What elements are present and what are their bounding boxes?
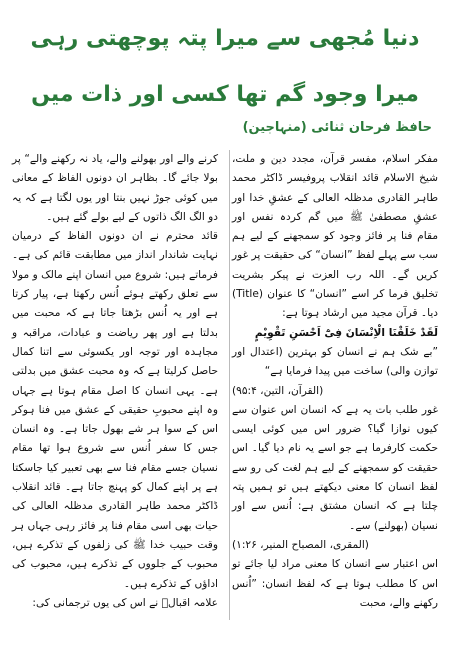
left-paragraph-2: قائد محترم نے ان دونوں الفاظ کے درمیان نہایت شاندار انداز میں مطابقت قائم کی ہے۔ فرماتے ہیں: شروع میں انسان اپنے مالک و مولا سے تعلق رکھتے ہوئے اُنس رکھتا ہے، پیار کرتا ہے اور یہ اُنس بڑھتا جاتا ہے کہ محبت میں بدلتا ہے اور پھر ریاضت و عبادات، مراقبہ و مجاہدہ اور توجہ اور یکسوئی سے اتنا کمال حاصل کرلیتا ہے کہ وہ محبت عشق میں بدلتی ہے۔ یہی انسان کا اصل مقام ہوتا ہے جہاں وہ اپنے محبوبِ حقیقی کے عشق میں فنا ہوکر اس کے سوا ہر شے بھول جاتا ہے۔ وہ انسان جس کا سفر اُنس سے شروع ہوا تھا مقام نسیان جسے مقام فنا سے بھی تعبیر کیا جاسکتا ہے پر اپنے کمال کو پہنچ جاتا ہے۔ قائد انقلاب ڈاکٹر محمد طاہر القادری مدظلہ العالی کی حیات بھی اسی مقام فنا پر فائز رہی جہاں ہر وقت حبیب خدا ﷺ کی زلفوں کے تذکرے ہیں، محبوب کے جلووں کے تذکرے ہیں، محبوب کی اداؤں کے تذکرے ہیں۔ <box>12 230 218 590</box>
left-column <box>12 150 218 613</box>
title-area <box>0 0 450 120</box>
left-paragraph-3: علامہ اقبالؒ نے اس کی یوں ترجمانی کی: <box>32 596 218 609</box>
title-line-1: دنیا مُجھی سے میرا پتہ پوچھتی رہی <box>30 26 420 51</box>
right-column <box>232 150 438 613</box>
verse-translation: ”بے شک ہم نے انسان کو بہترین (اعتدال اور توازن والی) ساخت میں پیدا فرمایا ہے“ <box>232 345 438 378</box>
right-paragraph-1: مفکر اسلام، مفسر قرآن، مجدد دین و ملت، شیخ الاسلام قائد انقلاب پروفیسر ڈاکٹر محمد طاہر القادری مدظلہ العالی کے عشقِ خدا اور عشقِ مصطفیٰ ﷺ میں گم کردہ نفس اور مقام فنا پر فائز وجود کو سمجھنے کے لیے ہم سب سے پہلے لفظ ”انسان“ کی حقیقت پر غور کریں گے۔ اللہ رب العزت نے پیکر بشریت تخلیق فرما کر اسے ”انسان“ کا عنوان (Title) دیا۔ قرآن مجید میں ارشاد ہوتا ہے: <box>232 153 438 320</box>
left-paragraph-1: کرنے والے اور بھولنے والے، یاد نہ رکھنے والے“ پر بولا جائے گا۔ بظاہر ان دونوں الفاظ کے معانی میں کوئی جوڑ نہیں بنتا اور یوں لگتا ہے کہ یہ دو الگ الگ ذاتوں کے لیے بولے گئے ہیں۔ <box>12 153 218 223</box>
column-divider <box>229 150 230 620</box>
quran-verse: لَقَدْ خَلَقْنَا الْاِنْسَانَ فِیْٓ اَحْسَنِ تَقْوِیْمٍ <box>254 326 438 339</box>
right-paragraph-2: غور طلب بات یہ ہے کہ انسان اس عنوان سے کیوں نوازا گیا؟ ضرور اس میں کوئی ایسی حکمت کارفرما ہے جو اسے یہ نام دیا گیا۔ اس حقیقت کو سمجھنے کے لیے ہم لغت کی رو سے لفظ انسان کا معنی دیکھتے ہیں تو ہمیں پتہ چلتا ہے کہ انسان مشتق ہے: اُنس سے اور نسیان (بھولنے) سے۔ <box>232 403 438 532</box>
author-byline: حافظ فرحان ثنائی (منہاجین) <box>242 120 432 135</box>
reference-2: (المقری، المصباح المنیر، ۱:۲۶) <box>232 538 369 551</box>
title-line-2: میرا وجود گم تھا کسی اور ذات میں <box>31 82 419 107</box>
reference-1: (القرآن، التین، ۹۵:۴) <box>232 384 324 397</box>
right-paragraph-3: اس اعتبار سے انسان کا معنی مراد لیا جائے تو اس کا مطلب ہوتا ہے کہ لفظ انسان: ”اُنس رکھنے والے، محبت <box>232 558 438 609</box>
